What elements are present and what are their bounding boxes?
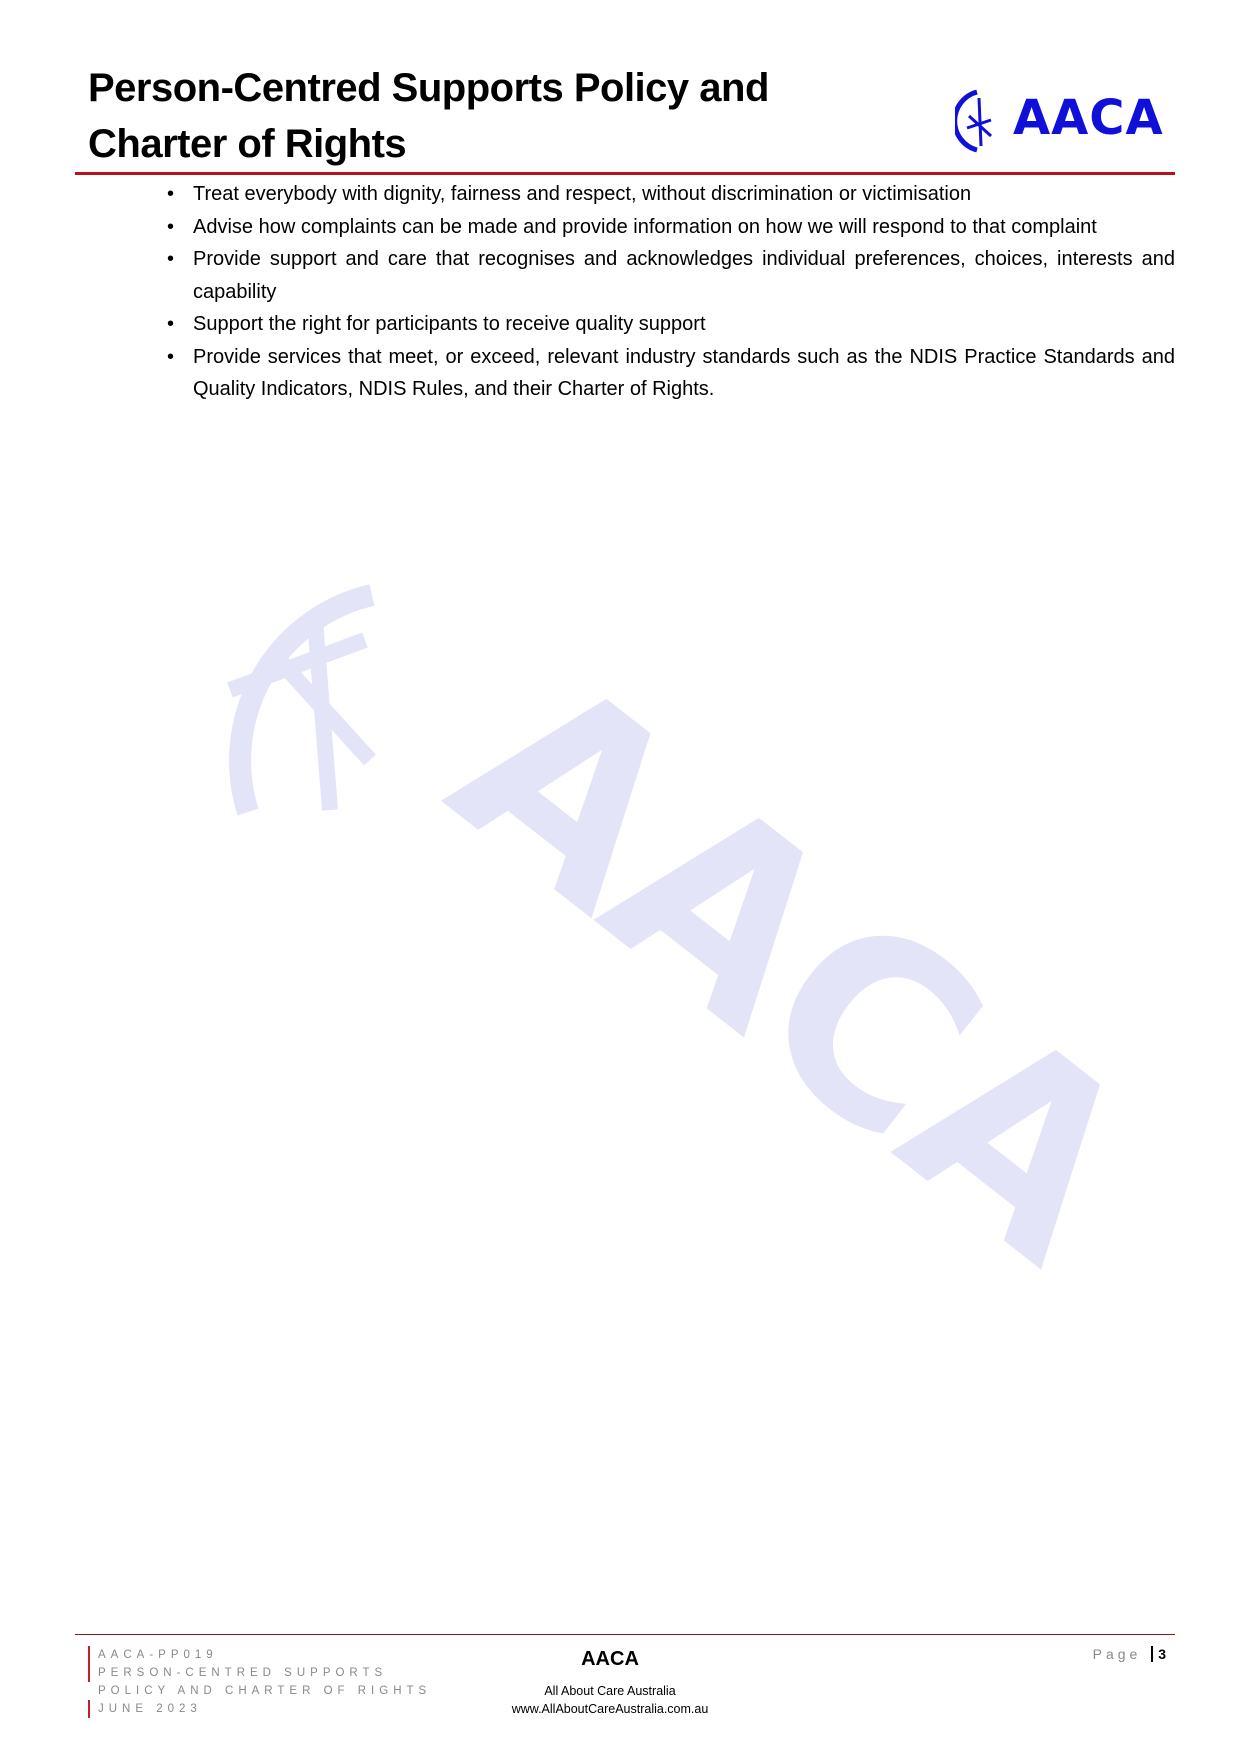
list-item-text: Advise how complaints can be made and provide information on how we will respond to that complaint [193, 215, 1097, 238]
page-title [88, 60, 769, 172]
footer-org-name: All About Care Australia [544, 1684, 676, 1698]
footer-brand: AACA [581, 1648, 639, 1670]
bullet-list [167, 178, 1175, 406]
footer-doc-title-2: POLICY AND CHARTER OF RIGHTS [98, 1685, 432, 1697]
list-item-text: Provide support and care that recognises and acknowledges individual preferences, choices, interests and capability [193, 248, 1175, 303]
footer-date: JUNE 2023 [88, 1700, 431, 1718]
bullet-icon: • [167, 345, 175, 368]
page-number-value: 3 [1151, 1646, 1166, 1662]
list-item-text: Treat everybody with dignity, fairness and respect, without discrimination or victimisation [193, 183, 972, 205]
bullet-icon: • [167, 313, 175, 335]
list-item [167, 178, 1175, 211]
footer-doc-info [88, 1646, 431, 1718]
list-item-text: Provide services that meet, or exceed, relevant industry standards such as the NDIS Practice Standards and Quality Indicators, NDIS Rules, and their Charter of Rights. [193, 345, 1175, 400]
list-item [167, 211, 1175, 244]
page-label: Page [1092, 1646, 1142, 1662]
title-line-2: Charter of Rights [88, 122, 407, 166]
list-item-text: Support the right for participants to receive quality support [193, 313, 706, 335]
footer-doc-title-1: PERSON-CENTRED SUPPORTS [88, 1664, 431, 1682]
bullet-icon: • [167, 248, 175, 270]
bullet-icon: • [167, 183, 175, 205]
footer-website: www.AllAboutCareAustralia.com.au [511, 1702, 709, 1716]
footer-org [450, 1646, 770, 1718]
watermark-logo-icon [230, 595, 372, 812]
page-number [1093, 1646, 1166, 1662]
list-item [167, 341, 1175, 406]
footer-doc-code: AACA-PP019 [88, 1646, 431, 1664]
bullet-icon: • [167, 215, 175, 238]
footer-divider [75, 1634, 1175, 1635]
watermark-text: AACA [403, 617, 1185, 1317]
list-item [167, 308, 1175, 341]
logo-emblem-icon [955, 88, 1005, 154]
aaca-logo [955, 88, 1165, 154]
header-divider [75, 172, 1175, 175]
title-line-1: Person-Centred Supports Policy and [88, 66, 769, 110]
list-item [167, 243, 1175, 308]
logo-text: AACA [1013, 90, 1164, 146]
